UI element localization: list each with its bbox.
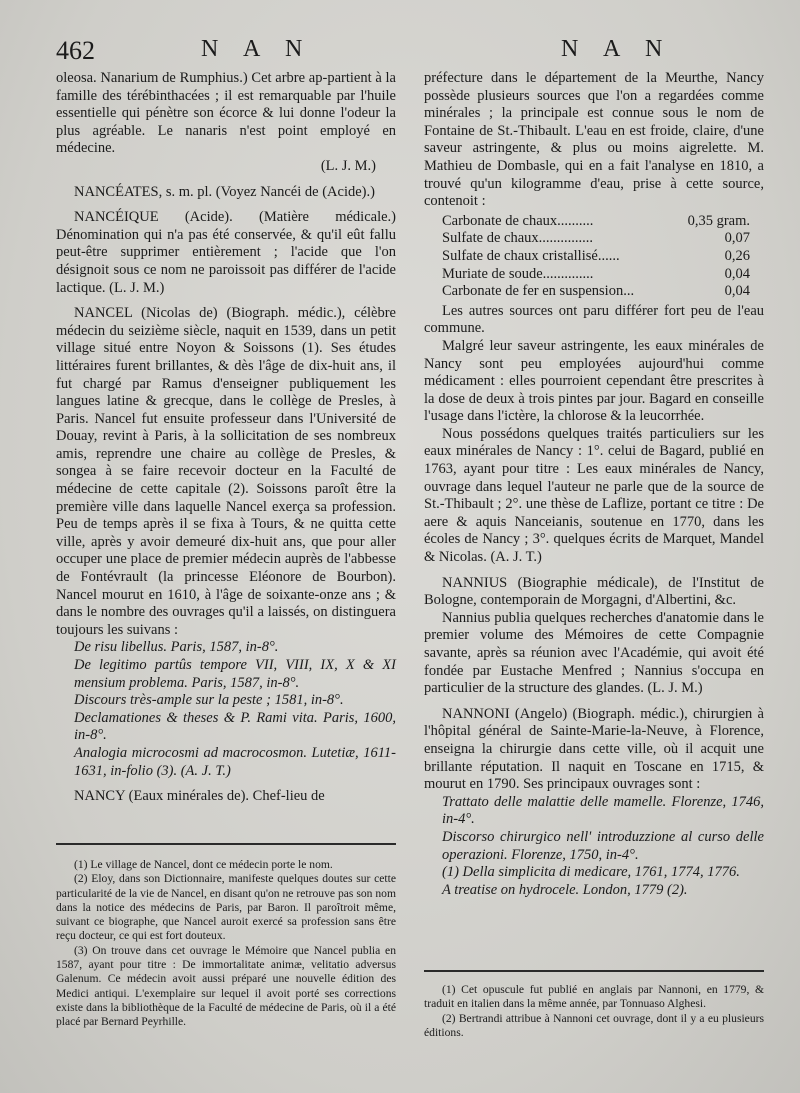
footnote: (2) Eloy, dans son Dictionnaire, manifeste quelques doutes sur cette particularité de la vie de Nancel, en disant qu'on ne retrouve pas son nom dans la notice des médecins de Paris, par Baron. Il paroîtroit même, suivant ce biographe, que Nancel auroit exercé sa profession sans être reçu docteur, ce qui est fort douteux. xyxy=(56,872,396,943)
citation: Discours très-ample sur la peste ; 1581, in-8°. xyxy=(74,692,344,709)
signature: (L. J. M.) xyxy=(320,157,376,174)
footnote: (1) Le village de Nancel, dont ce médecin porte le nom. xyxy=(74,858,333,871)
right-column xyxy=(424,70,764,899)
footnote: (2) Bertrandi attribue à Nannoni cet ouvrage, dont il y a eu plusieurs éditions. xyxy=(424,1011,764,1039)
table-row: Sulfate de chaux cristallisé...... 0,26 xyxy=(442,247,750,264)
entry-nanceique: NANCÉIQUE (Acide). (Matière médicale.) Dénomination qui n'a pas été conservée, & qu'il eût fallu peut-être supprimer entièrement ; l'acide que l'on désignoit sous ce nom ne paroissoit pas différer de l'acide lactique. (L. J. M.) xyxy=(56,209,396,296)
footnote-divider xyxy=(56,843,396,845)
running-title-left: N A N xyxy=(201,36,313,62)
entry-nannoni: NANNONI (Angelo) (Biograph. médic.), chirurgien à l'hôpital général de Sainte-Marie-la-Neuve, à Florence, enseigna la chirurgie dans cette ville, où il acquit une brillante réputation. Il naquit en Toscane en 1715, & mourut en 1790. Ses principaux ouvrages sont : xyxy=(424,705,764,793)
footnote-divider xyxy=(424,970,764,972)
citation: A treatise on hydrocele. London, 1779 (2). xyxy=(442,881,688,898)
footnote: (3) On trouve dans cet ouvrage le Mémoire que Nancel publia en 1587, ayant pour titre : De immortalitate animæ, velitatio adversus Galenum. Ce médecin avoit aussi préparé une nouvelle édition des Medici antiqui. L'exemplaire sur lequel il avoit porté ses corrections existe dans la bibliothèque de la Faculté de médecine de Paris, où il a été placé par Bernard Peyrhille. xyxy=(56,943,396,1029)
table-row: Muriate de soude.............. 0,04 xyxy=(442,265,750,282)
page-header xyxy=(56,36,770,68)
paragraph: Nannius publia quelques recherches d'anatomie dans le premier volume des Mémoires de cette Compagnie savante, après sa réunion avec l'Académie, qui avoit été fondée par Eustache Menfred ; Nannius s'occupa en particulier de la structure des glandes. (L. J. M.) xyxy=(424,609,764,697)
running-title-right: N A N xyxy=(561,36,673,62)
table-row: Carbonate de chaux.......... 0,35 gram. xyxy=(442,212,750,229)
paragraph: Les autres sources ont paru différer fort peu de l'eau commune. xyxy=(424,302,764,337)
paragraph: Nous possédons quelques traités particuliers sur les eaux minérales de Nancy : 1°. celui de Bagard, publié en 1763, ayant pour titre : Les eaux minérales de Nancy, ouvrage dans lequel l'auteur ne parle que de la source de St.-Thibault ; 2°. une thèse de Laflize, portant ce titre : De aere & aquis Nanceianis, soutenue en 1770, dans les écoles de Nancy ; 3°. quelques écrits de Marquet, Mandel & Nicolas. (A. J. T.) xyxy=(424,425,764,566)
table-row: Carbonate de fer en suspension... 0,04 xyxy=(442,283,750,300)
citation: Declamationes & theses & P. Rami vita. Paris, 1600, in-8°. xyxy=(74,709,396,744)
page-number: 462 xyxy=(56,36,95,65)
footnote: (1) Cet opuscule fut publié en anglais par Nannoni, en 1779, & traduit en italien dans la même année, par Tonnuaso Alghesi. xyxy=(424,983,764,1011)
table-row: Sulfate de chaux............... 0,07 xyxy=(442,230,750,247)
entry-nannius: NANNIUS (Biographie médicale), de l'Institut de Bologne, contemporain de Morgagni, d'Albertini, &c. xyxy=(424,574,764,609)
paragraph-nanaris: oleosa. Nanarium de Rumphius.) Cet arbre ap-partient à la famille des térébinthacées ; il est remarquable par l'huile essentielle qui pénètre son écorce & lui donne l'odeur la plus agréable. Le nanaris n'est point employé en médecine. xyxy=(56,70,396,157)
left-footnotes xyxy=(56,858,396,1030)
citation: (1) Della simplicita di medicare, 1761, 1774, 1776. xyxy=(442,864,740,881)
citation: Trattato delle malattie delle mamelle. Florenze, 1746, in-4°. xyxy=(442,793,764,828)
entry-nancel: NANCEL (Nicolas de) (Biograph. médic.), célèbre médecin du seizième siècle, naquit en 1539, dans un petit village situé entre Noyon & Soissons (1). Ses études littéraires furent brillantes, & dès l'âge de dix-huit ans, il fut chargé par Ramus d'enseigner publiquement les langues latine & grecque, dans le collège de Presles, à Paris. Nancel fut ensuite professeur dans l'Université de Douay, revint à Paris, à la sollicitation de ses nombreux amis, reprendre une chaire au collège de Presles, & songea à se faire recevoir docteur en la Faculté de médecine de cette capitale (2). Soissons paroît être la première ville dans laquelle Nancel exerça sa profession. Peu de temps après il se fixa à Tours, & ne quitta cette ville, après y avoir demeuré dix-huit ans, que pour aller occuper une place de premier médecin auprès de l'abbesse de Fontévrault (la princesse Eléonore de Bourbon). Nancel mourut en 1610, à l'âge de soixante-onze ans ; & dans le nombre des ouvrages qu'il a laissés, on distinguera toujours les suivans : xyxy=(56,305,396,638)
citation: De risu libellus. Paris, 1587, in-8°. xyxy=(74,639,279,656)
paragraph-nancy-waters: préfecture dans le département de la Meurthe, Nancy possède plusieurs sources que l'on a regardées comme minérales ; la principale est connue sous le nom de Fontaine de St.-Thibault. L'eau en est froide, claire, d'une saveur astringente, & plus ou moins aigrelette. M. Mathieu de Dombasle, qui en a fait l'analyse en 1810, a trouvé qu'un kilogramme d'eau, prise à cette source, contenoit : xyxy=(424,70,764,210)
citation: De legitimo partûs tempore VII, VIII, IX, X & XI mensium problema. Paris, 1587, in-8°. xyxy=(74,657,396,691)
citation: Analogia microcosmi ad macrocosmon. Lutetiæ, 1611-1631, in-folio (3). (A. J. T.) xyxy=(74,744,396,779)
left-column xyxy=(56,70,396,806)
citation: Discorso chirurgico nell' introduzzione al curso delle operazioni. Florenze, 1750, in-4°. xyxy=(442,828,764,863)
entry-nanceates: NANCÉATES, s. m. pl. (Voyez Nancéi de (Acide).) xyxy=(74,183,375,200)
paragraph: Malgré leur saveur astringente, les eaux minérales de Nancy sont peu employées aujourd'hui comme médicament : elles pourroient cependant être prescrites à la dose de deux à trois pintes par jour. Bagard en conseille l'usage dans l'ictère, la chlorose & la leucorrhée. xyxy=(424,337,764,425)
analysis-table xyxy=(442,213,764,301)
entry-nancy: NANCY (Eaux minérales de). Chef-lieu de xyxy=(74,788,325,805)
right-footnotes xyxy=(424,983,764,1040)
